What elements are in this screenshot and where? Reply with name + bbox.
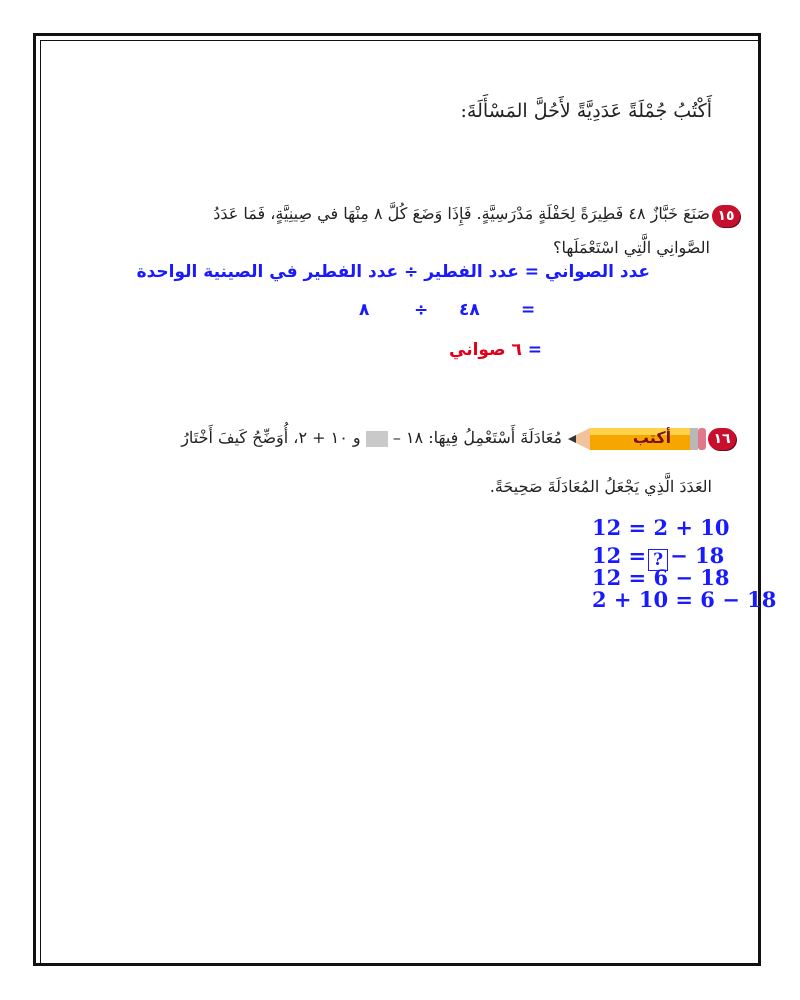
work-line-2-left: 12 = <box>592 543 647 568</box>
section-heading: أَكْتُبُ جُمْلَةً عَدَدِيَّةً لأَحُلَّ المَسْأَلَةَ: <box>460 100 712 122</box>
question-16-text-line2: العَدَدَ الَّذِي يَجْعَلُ المُعَادَلَةَ صَحِيحَةً. <box>489 477 712 496</box>
solution-answer: ٦ صواني <box>449 340 522 360</box>
solution-formula: عدد الصواني = عدد الفطير ÷ عدد الفطير في الصينية الواحدة <box>136 262 650 282</box>
question-16-number-badge: ١٦ <box>708 428 736 450</box>
blank-box <box>366 431 388 447</box>
solution-answer-line <box>449 340 542 360</box>
question-15-text-line2: الصَّوانِي الَّتِي اسْتَعْمَلَها؟ <box>552 238 710 257</box>
question-16-text-part-a: مُعَادَلَةَ أَسْتَعْمِلُ فِيهَا: ١٨ – <box>392 428 562 447</box>
question-16-text-part-b: و ١٠ + ٢، أُوَضِّحُ كَيفَ أَخْتَارُ <box>181 428 361 447</box>
work-line-1: 12 = 2 + 10 <box>592 515 730 540</box>
inner-border <box>40 40 760 965</box>
question-15-text-line1: صَنَعَ خَبَّازٌ ٤٨ فَطِيرَةً لِحَفْلَةٍ مَدْرَسِيَّةٍ. فَإِذَا وَضَعَ كُلَّ ٨ مِنْهَا في صِينِيَّةٍ، فَمَا عَدَدُ <box>213 204 710 223</box>
work-line-2-right: − 18 <box>670 543 725 568</box>
question-16-text-line1 <box>181 428 562 447</box>
question-15-number-badge: ١٥ <box>712 205 740 227</box>
work-line-4: 2 + 10 = 6 − 18 <box>592 587 777 612</box>
write-label: أكتب <box>632 428 672 447</box>
work-line-3: 12 = 6 − 18 <box>592 565 730 590</box>
solution-division-sign: ÷ <box>414 300 429 320</box>
solution-answer-equals: = <box>521 340 542 360</box>
solution-number-48: ٤٨ <box>459 300 480 320</box>
solution-equals-sign: = <box>521 300 536 320</box>
unknown-box: ? <box>648 549 668 571</box>
solution-number-8: ٨ <box>359 300 370 320</box>
